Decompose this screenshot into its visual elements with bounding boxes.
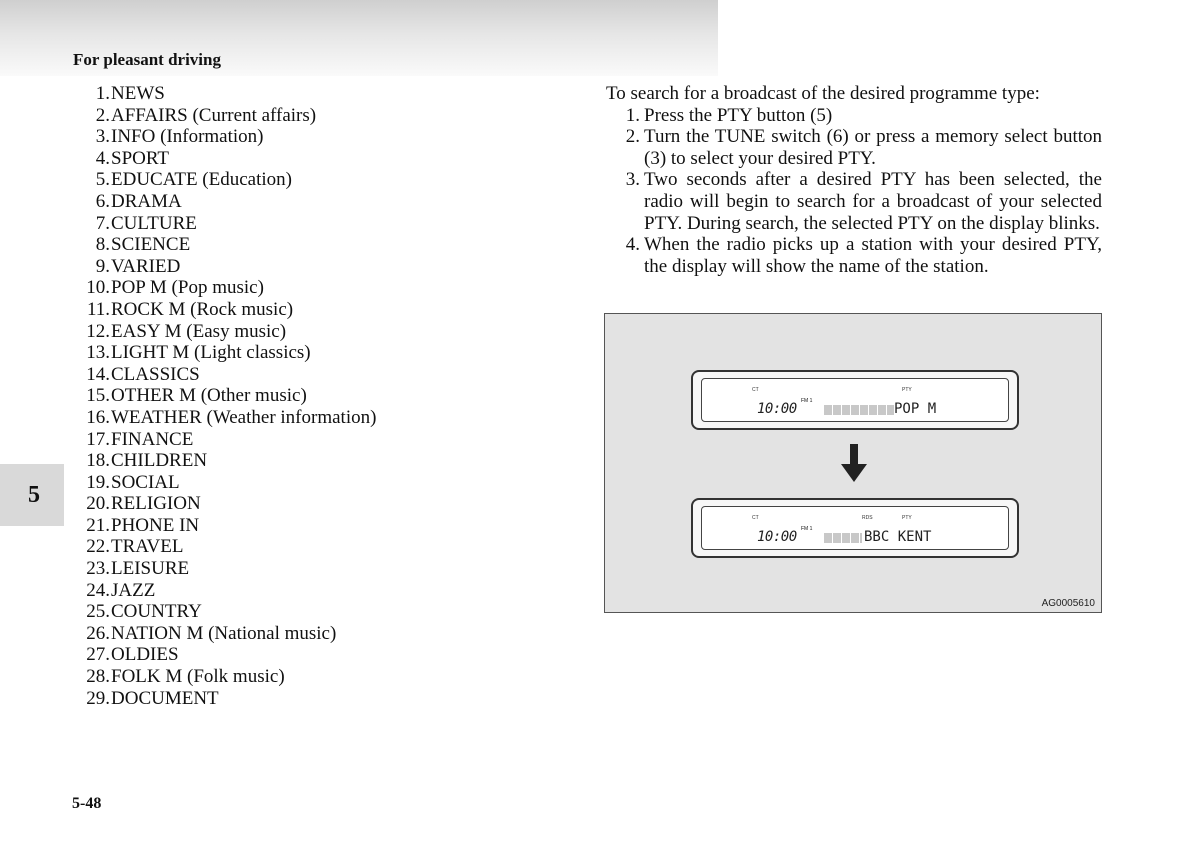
lcd-segment-blocks (824, 405, 894, 415)
list-item-text: OTHER M (Other music) (111, 385, 307, 407)
list-item-text: TRAVEL (111, 536, 184, 558)
list-item-number: 9. (95, 255, 110, 277)
list-item-number: 5. (95, 169, 110, 191)
list-item-text: POP M (Pop music) (111, 277, 264, 299)
pty-indicator: PTY (902, 515, 912, 521)
step-item (606, 169, 1102, 234)
list-item-text: JAZZ (111, 579, 156, 601)
clock-readout: 10:00 (757, 529, 797, 545)
list-item-number: 29. (86, 687, 110, 709)
list-item-text: WEATHER (Weather information) (111, 406, 377, 428)
list-item (78, 493, 376, 515)
list-item-text: RELIGION (111, 493, 201, 515)
step-item (606, 126, 1102, 169)
list-item (78, 666, 376, 688)
list-item-number: 1. (95, 83, 110, 104)
list-item (78, 429, 376, 451)
list-item-number: 20. (86, 493, 110, 515)
search-steps (606, 105, 1102, 278)
list-item-text: LEISURE (111, 558, 190, 580)
list-item-text: VARIED (111, 255, 181, 277)
list-item (78, 321, 376, 343)
list-item (78, 558, 376, 580)
list-item-number: 11. (86, 298, 110, 320)
list-item-text: PHONE IN (111, 514, 200, 536)
list-item-number: 7. (95, 212, 110, 234)
list-item-text: DRAMA (111, 190, 182, 212)
list-item-number: 26. (86, 622, 110, 644)
list-item (78, 601, 376, 623)
list-item (78, 83, 376, 105)
list-item-text: DOCUMENT (111, 687, 219, 709)
list-item-text: EDUCATE (Education) (111, 169, 292, 191)
search-instructions (606, 83, 1102, 277)
list-item (78, 299, 376, 321)
list-item-number: 6. (95, 190, 110, 212)
list-item-text: FINANCE (111, 428, 194, 450)
step-number: 1. (625, 104, 640, 126)
list-item (78, 688, 376, 710)
list-item (78, 213, 376, 235)
lcd-screen (701, 506, 1009, 550)
list-item (78, 644, 376, 666)
list-item-text: ROCK M (Rock music) (111, 298, 294, 320)
step-number: 4. (625, 234, 640, 256)
list-item-number: 22. (86, 536, 110, 558)
list-item (78, 342, 376, 364)
list-item-text: CHILDREN (111, 450, 208, 472)
list-item-text: COUNTRY (111, 601, 202, 623)
list-item-number: 12. (86, 320, 110, 342)
list-item-number: 23. (86, 558, 110, 580)
step-text: Two seconds after a desired PTY has been selected, the radio will begin to search for a broadcast of your selected PTY. During search, the selected PTY on the display blinks. (644, 169, 1102, 234)
list-item-number: 27. (86, 644, 110, 666)
step-text: When the radio picks up a station with your desired PTY, the display will show the name of the station. (644, 234, 1102, 277)
list-item (78, 407, 376, 429)
list-item-number: 8. (95, 234, 110, 256)
list-item (78, 536, 376, 558)
list-item (78, 472, 376, 494)
ct-indicator: CT (752, 515, 759, 521)
clock-readout: 10:00 (757, 401, 797, 417)
page-number: 5-48 (72, 795, 102, 812)
list-item-number: 10. (86, 277, 110, 299)
list-item (78, 126, 376, 148)
step-number: 2. (625, 126, 640, 148)
list-item (78, 169, 376, 191)
list-item (78, 580, 376, 602)
list-item-number: 13. (86, 342, 110, 364)
band-indicator: FM 1 (801, 398, 813, 404)
list-item-text: SPORT (111, 147, 169, 169)
list-item (78, 515, 376, 537)
step-text: Press the PTY button (5) (644, 104, 833, 126)
list-item-number: 17. (86, 428, 110, 450)
list-item-text: LIGHT M (Light classics) (111, 342, 311, 364)
list-item-number: 16. (86, 406, 110, 428)
list-item (78, 623, 376, 645)
list-item-number: 25. (86, 601, 110, 623)
list-item-number: 14. (86, 363, 110, 385)
chapter-number: 5 (28, 482, 40, 508)
step-number: 3. (625, 169, 640, 191)
list-item (78, 234, 376, 256)
list-item-text: SOCIAL (111, 471, 180, 493)
list-item-text: INFO (Information) (111, 126, 264, 148)
step-item (606, 105, 1102, 127)
ct-indicator: CT (752, 387, 759, 393)
search-intro: To search for a broadcast of the desired programme type: (606, 83, 1040, 104)
list-item (78, 191, 376, 213)
list-item (78, 450, 376, 472)
list-item-text: CULTURE (111, 212, 197, 234)
list-item-number: 18. (86, 450, 110, 472)
band-indicator: FM 1 (801, 526, 813, 532)
list-item (78, 148, 376, 170)
step-item (606, 234, 1102, 277)
figure-code: AG0005610 (1041, 598, 1095, 609)
list-item-text: NATION M (National music) (111, 622, 337, 644)
list-item (78, 256, 376, 278)
down-arrow-icon (841, 444, 867, 484)
list-item-text: FOLK M (Folk music) (111, 666, 285, 688)
list-item-text: CLASSICS (111, 363, 200, 385)
pty-list (78, 83, 376, 709)
list-item-number: 3. (95, 126, 110, 148)
list-item-number: 28. (86, 666, 110, 688)
pty-indicator: PTY (902, 387, 912, 393)
list-item (78, 385, 376, 407)
step-text: Turn the TUNE switch (6) or press a memory select button (3) to select your desired PTY. (644, 126, 1102, 169)
chapter-tab (0, 464, 64, 526)
rds-indicator: RDS (862, 515, 873, 521)
list-item-number: 24. (86, 579, 110, 601)
list-item-number: 4. (95, 147, 110, 169)
list-item-number: 2. (95, 104, 110, 126)
list-item-text: NEWS (111, 83, 165, 104)
list-item-text: AFFAIRS (Current affairs) (111, 104, 317, 126)
list-item (78, 364, 376, 386)
list-item-number: 19. (86, 471, 110, 493)
list-item-text: SCIENCE (111, 234, 191, 256)
lcd-screen (701, 378, 1009, 422)
station-name: BBC KENT (864, 529, 932, 545)
list-item-number: 15. (86, 385, 110, 407)
list-item-number: 21. (86, 514, 110, 536)
list-item-text: OLDIES (111, 644, 179, 666)
lcd-display-before (691, 370, 1019, 430)
list-item (78, 277, 376, 299)
section-title: For pleasant driving (73, 50, 221, 69)
lcd-display-after (691, 498, 1019, 558)
lcd-segment-blocks (824, 533, 862, 543)
radio-display-figure (604, 313, 1102, 613)
pty-name: POP M (894, 401, 937, 417)
list-item (78, 105, 376, 127)
list-item-text: EASY M (Easy music) (111, 320, 287, 342)
